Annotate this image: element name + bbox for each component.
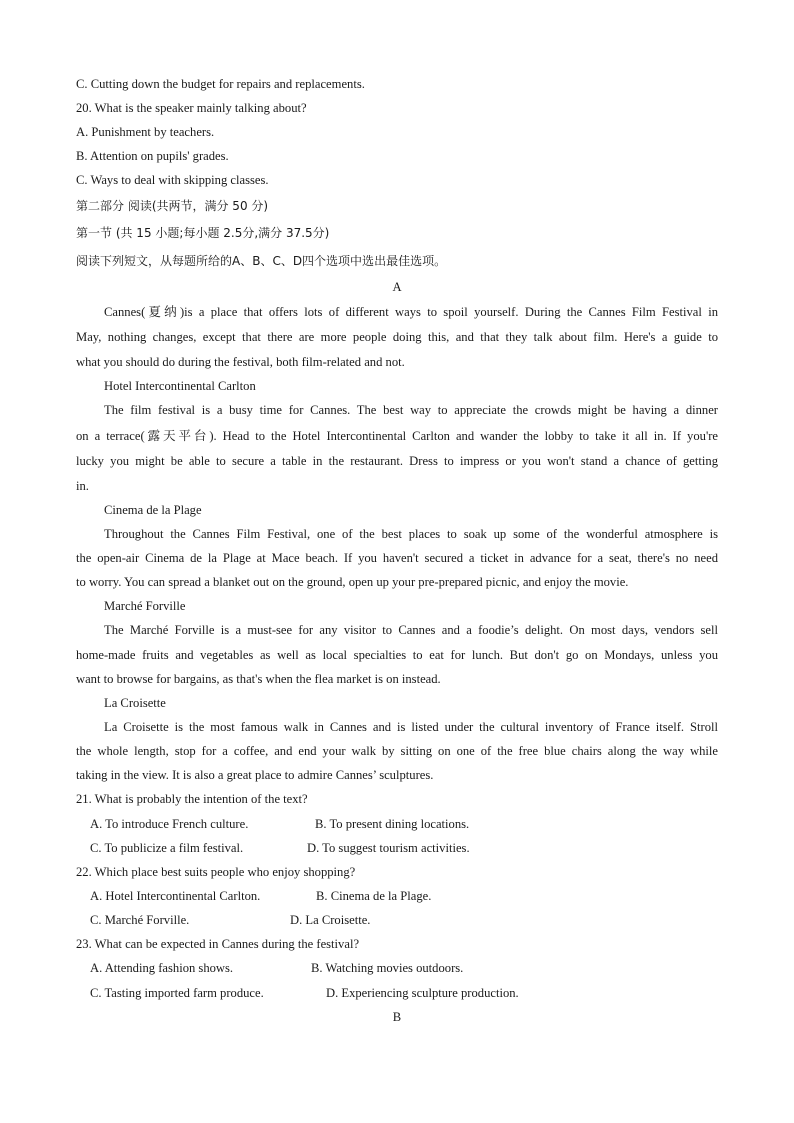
forville-line-2: home-made fruits and vegetables as well as local specialties to eat for lunch. But don't go on Mondays, unless you: [76, 648, 718, 662]
q20-option-c: C. Ways to deal with skipping classes.: [76, 173, 269, 187]
instructions: 阅读下列短文，从每题所给的A、B、C、D四个选项中选出最佳选项。: [76, 254, 447, 268]
forville-line-1: The Marché Forville is a must-see for any visitor to Cannes and a foodie’s delight. On most days, vendors sell: [104, 623, 718, 637]
croisette-line-1: La Croisette is the most famous walk in Cannes and is listed under the cultural inventory of France itself. Stroll: [104, 720, 718, 734]
passage-a-label: A: [392, 280, 402, 294]
cinema-line-3: to worry. You can spread a blanket out on the ground, open up your pre-prepared picnic, and enjoy the movie.: [76, 575, 629, 589]
q21-option-b: B. To present dining locations.: [315, 817, 470, 831]
intro-line-2: May, nothing changes, except that there are more people doing this, and that they talk about film. Here's a guide to: [76, 330, 718, 344]
passage-b-label: B: [392, 1010, 402, 1024]
q20-option-a: A. Punishment by teachers.: [76, 125, 215, 139]
q23-option-b: B. Watching movies outdoors.: [311, 961, 464, 975]
cinema-line-1: Throughout the Cannes Film Festival, one of the best places to soak up some of the wonderful atmosphere is: [104, 527, 718, 541]
q23-option-a: A. Attending fashion shows.: [90, 961, 234, 975]
forville-line-3: want to browse for bargains, as that's when the flea market is on instead.: [76, 672, 441, 686]
section1-title: 第一节 (共 15 小题;每小题 2.5分,满分 37.5分): [76, 226, 330, 240]
intro-line-1: Cannes(夏纳)is a place that offers lots of different ways to spoil yourself. During the Cannes Film Festival in: [104, 305, 718, 319]
q22-option-a: A. Hotel Intercontinental Carlton.: [90, 889, 261, 903]
carlton-line-4: in.: [76, 479, 89, 493]
q19-option-c: C. Cutting down the budget for repairs and replacements.: [76, 77, 365, 91]
q21-option-a: A. To introduce French culture.: [90, 817, 249, 831]
q21-stem: 21. What is probably the intention of the text?: [76, 792, 308, 806]
q22-option-c: C. Marché Forville.: [90, 913, 190, 927]
carlton-line-1: The film festival is a busy time for Cannes. The best way to appreciate the crowds might be having a dinner: [104, 403, 718, 417]
croisette-line-3: taking in the view. It is also a great place to admire Cannes’ sculptures.: [76, 768, 434, 782]
heading-carlton: Hotel Intercontinental Carlton: [104, 379, 256, 393]
q23-option-c: C. Tasting imported farm produce.: [90, 986, 264, 1000]
section2-title: 第二部分 阅读(共两节，满分 50 分): [76, 199, 269, 213]
carlton-line-2: on a terrace(露天平台). Head to the Hotel Intercontinental Carlton and wander the lobby to take it all in. If you're: [76, 429, 718, 443]
q20-stem: 20. What is the speaker mainly talking about?: [76, 101, 307, 115]
q23-option-d: D. Experiencing sculpture production.: [326, 986, 519, 1000]
q23-stem: 23. What can be expected in Cannes during the festival?: [76, 937, 360, 951]
q20-option-b: B. Attention on pupils' grades.: [76, 149, 229, 163]
q21-option-d: D. To suggest tourism activities.: [307, 841, 470, 855]
q22-option-b: B. Cinema de la Plage.: [316, 889, 432, 903]
heading-croisette: La Croisette: [104, 696, 166, 710]
carlton-line-3: lucky you might be able to secure a table in the restaurant. Dress to impress or you won't stand a chance of getting: [76, 454, 718, 468]
q22-option-d: D. La Croisette.: [290, 913, 371, 927]
heading-cinema: Cinema de la Plage: [104, 503, 202, 517]
q21-option-c: C. To publicize a film festival.: [90, 841, 244, 855]
q22-stem: 22. Which place best suits people who enjoy shopping?: [76, 865, 356, 879]
croisette-line-2: the whole length, stop for a coffee, and end your walk by sitting on one of the free blue chairs along the way while: [76, 744, 718, 758]
cinema-line-2: the open-air Cinema de la Plage at Mace beach. If you haven't secured a ticket in advance for a seat, there's no need: [76, 551, 718, 565]
intro-line-3: what you should do during the festival, both film-related and not.: [76, 355, 405, 369]
heading-forville: Marché Forville: [104, 599, 186, 613]
